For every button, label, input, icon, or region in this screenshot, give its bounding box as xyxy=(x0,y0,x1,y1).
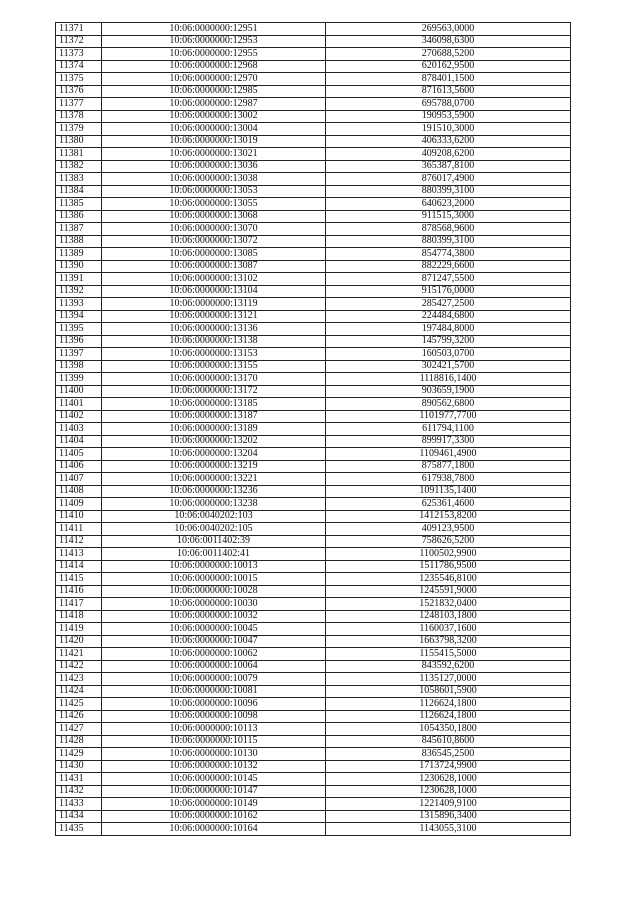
cadastral-number-cell: 10:06:0000000:13185 xyxy=(102,398,326,411)
table-row xyxy=(56,298,571,311)
row-number-cell: 11405 xyxy=(56,448,102,461)
row-number-cell: 11428 xyxy=(56,735,102,748)
table-row xyxy=(56,248,571,261)
row-number-cell: 11390 xyxy=(56,260,102,273)
table-row xyxy=(56,123,571,136)
table-row xyxy=(56,323,571,336)
table-row xyxy=(56,310,571,323)
table-row xyxy=(56,210,571,223)
cadastral-number-cell: 10:06:0000000:10096 xyxy=(102,698,326,711)
cadastral-number-cell: 10:06:0000000:13172 xyxy=(102,385,326,398)
row-number-cell: 11431 xyxy=(56,773,102,786)
row-number-cell: 11384 xyxy=(56,185,102,198)
table-row xyxy=(56,398,571,411)
cadastral-number-cell: 10:06:0000000:10162 xyxy=(102,810,326,823)
row-number-cell: 11372 xyxy=(56,35,102,48)
cadastral-number-cell: 10:06:0000000:13238 xyxy=(102,498,326,511)
cadastral-number-cell: 10:06:0000000:10113 xyxy=(102,723,326,736)
table-row xyxy=(56,623,571,636)
cadastral-number-cell: 10:06:0000000:13068 xyxy=(102,210,326,223)
cadastral-value-cell: 911515,3000 xyxy=(326,210,571,223)
table-row xyxy=(56,810,571,823)
cadastral-number-cell: 10:06:0000000:10028 xyxy=(102,585,326,598)
row-number-cell: 11376 xyxy=(56,85,102,98)
cadastral-number-cell: 10:06:0000000:10030 xyxy=(102,598,326,611)
table-row xyxy=(56,410,571,423)
table-row xyxy=(56,560,571,573)
table-row xyxy=(56,660,571,673)
cadastral-value-cell: 1663798,3200 xyxy=(326,635,571,648)
row-number-cell: 11378 xyxy=(56,110,102,123)
cadastral-number-cell: 10:06:0000000:12968 xyxy=(102,60,326,73)
cadastral-number-cell: 10:06:0000000:13085 xyxy=(102,248,326,261)
cadastral-value-cell: 1091135,1400 xyxy=(326,485,571,498)
cadastral-number-cell: 10:06:0000000:13104 xyxy=(102,285,326,298)
row-number-cell: 11400 xyxy=(56,385,102,398)
cadastral-value-cell: 1101977,7700 xyxy=(326,410,571,423)
cadastral-value-cell: 880399,3100 xyxy=(326,185,571,198)
row-number-cell: 11386 xyxy=(56,210,102,223)
cadastral-value-cell: 625361,4600 xyxy=(326,498,571,511)
table-row xyxy=(56,185,571,198)
table-row xyxy=(56,360,571,373)
row-number-cell: 11408 xyxy=(56,485,102,498)
cadastral-value-cell: 1221409,9100 xyxy=(326,798,571,811)
cadastral-value-cell: 640623,2000 xyxy=(326,198,571,211)
cadastral-value-cell: 876017,4900 xyxy=(326,173,571,186)
cadastral-value-cell: 617938,7800 xyxy=(326,473,571,486)
table-row xyxy=(56,285,571,298)
row-number-cell: 11409 xyxy=(56,498,102,511)
table-row xyxy=(56,473,571,486)
row-number-cell: 11435 xyxy=(56,823,102,836)
cadastral-number-cell: 10:06:0000000:10064 xyxy=(102,660,326,673)
table-row xyxy=(56,173,571,186)
row-number-cell: 11404 xyxy=(56,435,102,448)
cadastral-value-cell: 191510,3000 xyxy=(326,123,571,136)
table-row xyxy=(56,710,571,723)
table-row xyxy=(56,698,571,711)
cadastral-value-cell: 409123,9500 xyxy=(326,523,571,536)
row-number-cell: 11399 xyxy=(56,373,102,386)
cadastral-value-cell: 1100502,9900 xyxy=(326,548,571,561)
table-row xyxy=(56,823,571,836)
table-row xyxy=(56,385,571,398)
cadastral-value-cell: 899917,3300 xyxy=(326,435,571,448)
table-row xyxy=(56,373,571,386)
cadastral-number-cell: 10:06:0000000:13202 xyxy=(102,435,326,448)
table-row xyxy=(56,773,571,786)
cadastral-number-cell: 10:06:0000000:13136 xyxy=(102,323,326,336)
table-row xyxy=(56,748,571,761)
cadastral-value-cell: 1126624,1800 xyxy=(326,698,571,711)
cadastral-number-cell: 10:06:0000000:13138 xyxy=(102,335,326,348)
table-row xyxy=(56,735,571,748)
table-row xyxy=(56,435,571,448)
cadastral-number-cell: 10:06:0040202:103 xyxy=(102,510,326,523)
cadastral-number-cell: 10:06:0000000:13053 xyxy=(102,185,326,198)
row-number-cell: 11379 xyxy=(56,123,102,136)
row-number-cell: 11382 xyxy=(56,160,102,173)
row-number-cell: 11394 xyxy=(56,310,102,323)
cadastral-value-cell: 915176,0000 xyxy=(326,285,571,298)
table-row xyxy=(56,335,571,348)
table-row xyxy=(56,685,571,698)
cadastral-number-cell: 10:06:0000000:13021 xyxy=(102,148,326,161)
row-number-cell: 11374 xyxy=(56,60,102,73)
table-row xyxy=(56,798,571,811)
table-row xyxy=(56,423,571,436)
row-number-cell: 11425 xyxy=(56,698,102,711)
table-row xyxy=(56,673,571,686)
cadastral-value-cell: 409208,6200 xyxy=(326,148,571,161)
table-row xyxy=(56,223,571,236)
row-number-cell: 11406 xyxy=(56,460,102,473)
cadastral-value-cell: 1155415,5000 xyxy=(326,648,571,661)
row-number-cell: 11421 xyxy=(56,648,102,661)
row-number-cell: 11416 xyxy=(56,585,102,598)
row-number-cell: 11391 xyxy=(56,273,102,286)
row-number-cell: 11417 xyxy=(56,598,102,611)
cadastral-value-cell: 1230628,1000 xyxy=(326,785,571,798)
cadastral-number-cell: 10:06:0000000:13221 xyxy=(102,473,326,486)
row-number-cell: 11380 xyxy=(56,135,102,148)
cadastral-number-cell: 10:06:0000000:12955 xyxy=(102,48,326,61)
cadastral-number-cell: 10:06:0000000:13019 xyxy=(102,135,326,148)
cadastral-number-cell: 10:06:0011402:41 xyxy=(102,548,326,561)
cadastral-number-cell: 10:06:0011402:39 xyxy=(102,535,326,548)
table-row xyxy=(56,785,571,798)
cadastral-value-cell: 365387,8100 xyxy=(326,160,571,173)
cadastral-number-cell: 10:06:0000000:10015 xyxy=(102,573,326,586)
cadastral-number-cell: 10:06:0000000:13038 xyxy=(102,173,326,186)
cadastral-number-cell: 10:06:0000000:10130 xyxy=(102,748,326,761)
row-number-cell: 11432 xyxy=(56,785,102,798)
cadastral-value-cell: 882229,6600 xyxy=(326,260,571,273)
cadastral-value-cell: 1235546,8100 xyxy=(326,573,571,586)
table-row xyxy=(56,573,571,586)
table-row xyxy=(56,648,571,661)
row-number-cell: 11424 xyxy=(56,685,102,698)
cadastral-value-cell: 620162,9500 xyxy=(326,60,571,73)
table-row xyxy=(56,135,571,148)
cadastral-number-cell: 10:06:0000000:10047 xyxy=(102,635,326,648)
cadastral-number-cell: 10:06:0000000:10032 xyxy=(102,610,326,623)
row-number-cell: 11422 xyxy=(56,660,102,673)
cadastral-value-cell: 1143055,3100 xyxy=(326,823,571,836)
table-row xyxy=(56,635,571,648)
cadastral-number-cell: 10:06:0000000:13204 xyxy=(102,448,326,461)
table-row xyxy=(56,110,571,123)
row-number-cell: 11412 xyxy=(56,535,102,548)
row-number-cell: 11418 xyxy=(56,610,102,623)
cadastral-number-cell: 10:06:0000000:13153 xyxy=(102,348,326,361)
table-row xyxy=(56,235,571,248)
row-number-cell: 11413 xyxy=(56,548,102,561)
table-row xyxy=(56,460,571,473)
cadastral-number-cell: 10:06:0000000:12987 xyxy=(102,98,326,111)
cadastral-number-cell: 10:06:0000000:13002 xyxy=(102,110,326,123)
cadastral-number-cell: 10:06:0000000:10147 xyxy=(102,785,326,798)
table-row xyxy=(56,485,571,498)
cadastral-value-cell: 758626,5200 xyxy=(326,535,571,548)
table-row xyxy=(56,598,571,611)
cadastral-value-cell: 1521832,0400 xyxy=(326,598,571,611)
cadastral-number-cell: 10:06:0000000:12953 xyxy=(102,35,326,48)
table-row xyxy=(56,498,571,511)
cadastral-value-cell: 836545,2500 xyxy=(326,748,571,761)
cadastral-number-cell: 10:06:0000000:13070 xyxy=(102,223,326,236)
row-number-cell: 11414 xyxy=(56,560,102,573)
cadastral-value-cell: 903659,1900 xyxy=(326,385,571,398)
cadastral-value-cell: 1118816,1400 xyxy=(326,373,571,386)
cadastral-value-cell: 1248103,1800 xyxy=(326,610,571,623)
cadastral-number-cell: 10:06:0000000:13036 xyxy=(102,160,326,173)
cadastral-value-cell: 406333,6200 xyxy=(326,135,571,148)
cadastral-value-cell: 160503,0700 xyxy=(326,348,571,361)
cadastral-number-cell: 10:06:0040202:105 xyxy=(102,523,326,536)
row-number-cell: 11381 xyxy=(56,148,102,161)
row-number-cell: 11397 xyxy=(56,348,102,361)
cadastral-number-cell: 10:06:0000000:13236 xyxy=(102,485,326,498)
cadastral-number-cell: 10:06:0000000:13004 xyxy=(102,123,326,136)
cadastral-number-cell: 10:06:0000000:13189 xyxy=(102,423,326,436)
cadastral-value-cell: 845610,8600 xyxy=(326,735,571,748)
cadastral-number-cell: 10:06:0000000:10132 xyxy=(102,760,326,773)
row-number-cell: 11373 xyxy=(56,48,102,61)
row-number-cell: 11388 xyxy=(56,235,102,248)
cadastral-number-cell: 10:06:0000000:13219 xyxy=(102,460,326,473)
row-number-cell: 11377 xyxy=(56,98,102,111)
cadastral-value-cell: 878401,1500 xyxy=(326,73,571,86)
row-number-cell: 11402 xyxy=(56,410,102,423)
row-number-cell: 11398 xyxy=(56,360,102,373)
row-number-cell: 11387 xyxy=(56,223,102,236)
cadastral-number-cell: 10:06:0000000:10149 xyxy=(102,798,326,811)
row-number-cell: 11420 xyxy=(56,635,102,648)
table-row xyxy=(56,85,571,98)
row-number-cell: 11371 xyxy=(56,23,102,36)
table-row xyxy=(56,523,571,536)
table-row xyxy=(56,23,571,36)
row-number-cell: 11419 xyxy=(56,623,102,636)
cadastral-value-cell: 878568,9600 xyxy=(326,223,571,236)
cadastral-value-cell: 1511786,9500 xyxy=(326,560,571,573)
cadastral-value-cell: 1412153,8200 xyxy=(326,510,571,523)
table-row xyxy=(56,60,571,73)
table-row xyxy=(56,198,571,211)
table-row xyxy=(56,48,571,61)
cadastral-value-cell: 269563,0000 xyxy=(326,23,571,36)
cadastral-value-cell: 880399,3100 xyxy=(326,235,571,248)
cadastral-value-table xyxy=(55,22,571,836)
cadastral-number-cell: 10:06:0000000:13102 xyxy=(102,273,326,286)
cadastral-number-cell: 10:06:0000000:13187 xyxy=(102,410,326,423)
cadastral-number-cell: 10:06:0000000:10013 xyxy=(102,560,326,573)
cadastral-value-cell: 890562,6800 xyxy=(326,398,571,411)
row-number-cell: 11429 xyxy=(56,748,102,761)
row-number-cell: 11423 xyxy=(56,673,102,686)
row-number-cell: 11411 xyxy=(56,523,102,536)
cadastral-value-cell: 871247,5500 xyxy=(326,273,571,286)
row-number-cell: 11415 xyxy=(56,573,102,586)
cadastral-value-cell: 190953,5900 xyxy=(326,110,571,123)
cadastral-value-cell: 1315896,3400 xyxy=(326,810,571,823)
cadastral-number-cell: 10:06:0000000:13119 xyxy=(102,298,326,311)
row-number-cell: 11392 xyxy=(56,285,102,298)
cadastral-number-cell: 10:06:0000000:10145 xyxy=(102,773,326,786)
cadastral-value-cell: 302421,5700 xyxy=(326,360,571,373)
row-number-cell: 11396 xyxy=(56,335,102,348)
table-row xyxy=(56,35,571,48)
table-row xyxy=(56,535,571,548)
cadastral-number-cell: 10:06:0000000:10115 xyxy=(102,735,326,748)
cadastral-number-cell: 10:06:0000000:12951 xyxy=(102,23,326,36)
cadastral-value-cell: 611794,1100 xyxy=(326,423,571,436)
cadastral-value-cell: 854774,3800 xyxy=(326,248,571,261)
table-row xyxy=(56,98,571,111)
cadastral-value-cell: 1058601,5900 xyxy=(326,685,571,698)
table-row xyxy=(56,148,571,161)
cadastral-value-cell: 1713724,9900 xyxy=(326,760,571,773)
cadastral-value-cell: 875877,1800 xyxy=(326,460,571,473)
cadastral-number-cell: 10:06:0000000:12985 xyxy=(102,85,326,98)
cadastral-number-cell: 10:06:0000000:10164 xyxy=(102,823,326,836)
cadastral-number-cell: 10:06:0000000:13121 xyxy=(102,310,326,323)
row-number-cell: 11385 xyxy=(56,198,102,211)
row-number-cell: 11426 xyxy=(56,710,102,723)
row-number-cell: 11401 xyxy=(56,398,102,411)
cadastral-value-cell: 1160037,1600 xyxy=(326,623,571,636)
table-row xyxy=(56,160,571,173)
cadastral-number-cell: 10:06:0000000:10079 xyxy=(102,673,326,686)
table-row xyxy=(56,723,571,736)
table-row xyxy=(56,610,571,623)
cadastral-value-cell: 224484,6800 xyxy=(326,310,571,323)
cadastral-number-cell: 10:06:0000000:10062 xyxy=(102,648,326,661)
row-number-cell: 11430 xyxy=(56,760,102,773)
row-number-cell: 11434 xyxy=(56,810,102,823)
cadastral-value-cell: 1109461,4900 xyxy=(326,448,571,461)
cadastral-value-cell: 1054350,1800 xyxy=(326,723,571,736)
row-number-cell: 11375 xyxy=(56,73,102,86)
cadastral-number-cell: 10:06:0000000:10045 xyxy=(102,623,326,636)
row-number-cell: 11389 xyxy=(56,248,102,261)
cadastral-number-cell: 10:06:0000000:13072 xyxy=(102,235,326,248)
cadastral-value-cell: 346098,6300 xyxy=(326,35,571,48)
cadastral-number-cell: 10:06:0000000:12970 xyxy=(102,73,326,86)
cadastral-value-cell: 843592,6200 xyxy=(326,660,571,673)
table-row xyxy=(56,260,571,273)
table-row xyxy=(56,510,571,523)
table-row xyxy=(56,548,571,561)
table-row xyxy=(56,585,571,598)
table-row xyxy=(56,273,571,286)
table-row xyxy=(56,760,571,773)
row-number-cell: 11407 xyxy=(56,473,102,486)
cadastral-value-cell: 1135127,0000 xyxy=(326,673,571,686)
table-body xyxy=(56,23,571,836)
cadastral-value-cell: 1245591,9000 xyxy=(326,585,571,598)
cadastral-number-cell: 10:06:0000000:10098 xyxy=(102,710,326,723)
row-number-cell: 11395 xyxy=(56,323,102,336)
table-row xyxy=(56,73,571,86)
row-number-cell: 11383 xyxy=(56,173,102,186)
row-number-cell: 11427 xyxy=(56,723,102,736)
table-row xyxy=(56,448,571,461)
cadastral-value-cell: 285427,2500 xyxy=(326,298,571,311)
cadastral-number-cell: 10:06:0000000:13055 xyxy=(102,198,326,211)
cadastral-number-cell: 10:06:0000000:13087 xyxy=(102,260,326,273)
row-number-cell: 11410 xyxy=(56,510,102,523)
row-number-cell: 11403 xyxy=(56,423,102,436)
cadastral-value-cell: 695788,0700 xyxy=(326,98,571,111)
cadastral-number-cell: 10:06:0000000:10081 xyxy=(102,685,326,698)
cadastral-value-cell: 270688,5200 xyxy=(326,48,571,61)
cadastral-number-cell: 10:06:0000000:13170 xyxy=(102,373,326,386)
cadastral-value-cell: 1126624,1800 xyxy=(326,710,571,723)
cadastral-value-cell: 145799,3200 xyxy=(326,335,571,348)
cadastral-value-cell: 871613,5600 xyxy=(326,85,571,98)
cadastral-number-cell: 10:06:0000000:13155 xyxy=(102,360,326,373)
cadastral-value-cell: 1230628,1000 xyxy=(326,773,571,786)
cadastral-value-cell: 197484,8000 xyxy=(326,323,571,336)
row-number-cell: 11433 xyxy=(56,798,102,811)
row-number-cell: 11393 xyxy=(56,298,102,311)
table-row xyxy=(56,348,571,361)
